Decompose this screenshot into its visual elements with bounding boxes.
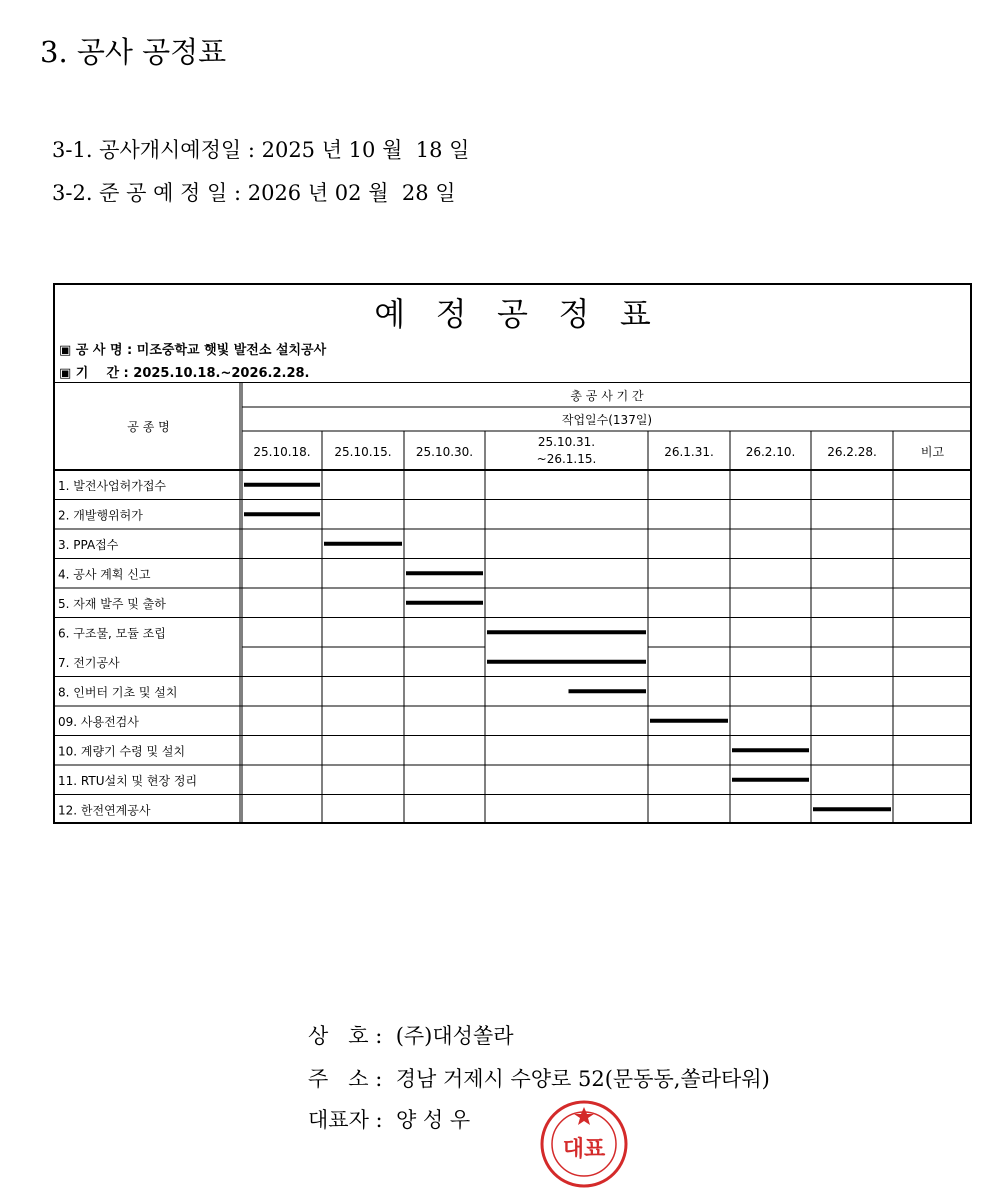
task-name: 1. 발전사업허가접수 (58, 478, 167, 493)
date-column-header: 25.10.18. (253, 445, 311, 459)
project-name-line: ▣ 공 사 명 : 미조중학교 햇빛 발전소 설치공사 (59, 343, 327, 358)
ceo-line: 대표자 : 양 성 우 (308, 1108, 471, 1132)
task-name: 6. 구조물, 모듈 조립 (58, 626, 166, 641)
date-column-header: 26.1.31. (664, 445, 714, 459)
page-title: 3. 공사 공정표 (40, 35, 227, 69)
date-column-header: 25.10.15. (334, 445, 392, 459)
schedule-table (53, 283, 972, 824)
schedule-header (55, 285, 970, 383)
task-name: 09. 사용전검사 (58, 714, 139, 729)
schedule-title: 예 정 공 정 표 (374, 295, 651, 333)
date-column-header: 25.10.30. (415, 445, 474, 459)
period-line: ▣ 기 간 : 2025.10.18.~2026.2.28. (59, 366, 310, 381)
task-name: 8. 인버터 기초 및 설치 (58, 685, 178, 700)
task-name: 10. 계량기 수령 및 설치 (58, 744, 186, 759)
start-date-line: 3-1. 공사개시예정일 : 2025 년 10 월 18 일 (52, 138, 470, 162)
task-name: 11. RTU설치 및 현장 정리 (58, 773, 198, 788)
schedule-grid (55, 383, 972, 824)
total-period-header: 총 공 사 기 간 (570, 389, 644, 403)
date-column-header: 26.2.10. (745, 445, 796, 459)
task-name: 2. 개발행위허가 (58, 508, 143, 523)
task-name: 4. 공사 계획 신고 (58, 567, 151, 582)
date-column-header: ~26.1.15. (536, 452, 597, 466)
seal-text: 대표 (562, 1136, 606, 1162)
task-name: 12. 한전연계공사 (58, 803, 151, 818)
address-line: 주 소 : 경남 거제시 수양로 52(문동동,쏠라타워) (308, 1067, 770, 1091)
item-column-header: 공 종 명 (127, 420, 170, 434)
completion-date-line: 3-2. 준 공 예 정 일 : 2026 년 02 월 28 일 (52, 181, 456, 205)
date-column-header: 25.10.31. (537, 435, 596, 449)
company-line: 상 호 : (주)대성쏠라 (308, 1024, 514, 1048)
remarks-column-header: 비고 (920, 445, 945, 459)
task-name: 7. 전기공사 (58, 655, 120, 670)
task-name: 3. PPA접수 (58, 537, 119, 552)
date-column-header: 26.2.28. (827, 445, 877, 459)
work-days-header: 작업일수(137일) (561, 413, 653, 427)
task-name: 5. 자재 발주 및 출하 (58, 596, 166, 611)
company-seal-icon (538, 1098, 630, 1190)
